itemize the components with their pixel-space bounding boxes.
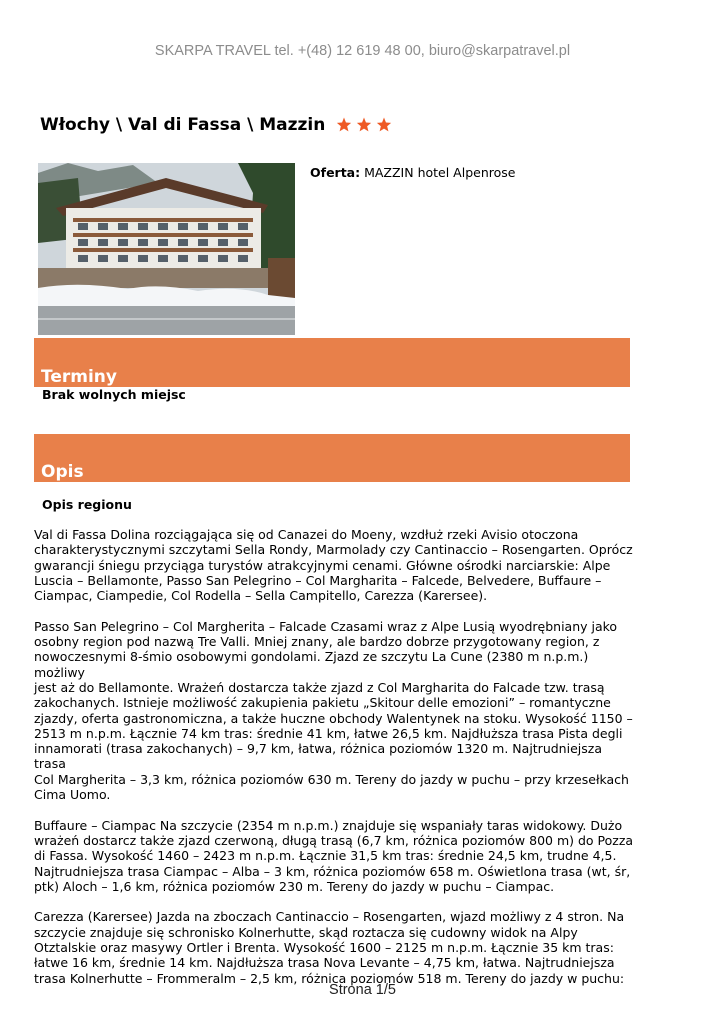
availability-note: Brak wolnych miejsc <box>42 387 186 402</box>
rating-stars <box>335 116 393 134</box>
offer-info <box>310 165 515 180</box>
star-icon <box>335 116 353 134</box>
star-icon <box>375 116 393 134</box>
description-paragraph: Carezza (Karersee) Jazda na zboczach Cantinaccio – Rosengarten, wjazd możliwy z 4 stron. Na szczycie znajduje się schronisko Kolnerhutte, skąd roztacza się cudowny widok na Alpy Otztalskie oraz masywy Ortler i Brenta. Wysokość 1600 – 2125 m n.p.m. Łącznie 35 km tras: łatwe 16 km, średnie 14 km. Najdłuższa trasa Nova Levante – 4,75 km, łatwa. Najtrudniejsza trasa Kolnerhutte – Frommeralm – 2,5 km, różnica poziomów 518 m. Tereny do jazdy w puchu: <box>34 909 625 986</box>
terminy-heading: Terminy <box>41 367 117 387</box>
region-description <box>34 527 634 1001</box>
offer-value: MAZZIN hotel Alpenrose <box>360 165 516 180</box>
description-paragraph: Val di Fassa Dolina rozciągająca się od Canazei do Moeny, wzdłuż rzeki Avisio otoczona charakterystycznymi szczytami Sella Rondy, Marmolady czy Cantinaccio – Rosengarten. Oprócz gwarancji śniegu przyciąga turystów atrakcyjnymi cenami. Główne ośrodki narciarskie: Alpe Luscia – Bellamonte, Passo San Pelegrino – Col Margharita – Falcede, Belvedere, Buffaure – Ciampac, Ciampedie, Col Rodella – Sella Campitello, Carezza (Karersee). <box>34 527 633 604</box>
opis-section-bar <box>34 434 630 482</box>
description-paragraph: Passo San Pelegrino – Col Margherita – Falcade Czasami wraz z Alpe Lusią wyodrębniany jako osobny region pod nazwą Tre Valli. Mniej znany, ale bardzo dobrze przygotowany region, z nowoczesnymi 8-śmio osobowymi gondolami. Zjazd ze szczytu La Cune (2380 m n.p.m.) możliwy jest aż do Bellamonte. Wrażeń dostarcza także zjazd z Col Margharita do Falcade tzw. trasą zakochanych. Istnieje możliwość zakupienia pakietu „Skitour delle emozioni” – romantyczne zjazdy, oferta gastronomiczna, a także huczne obchody Walentynek na stoku. Wysokość 1150 – 2513 m n.p.m. Łącznie 74 km tras: średnie 41 km, łatwe 26,5 km. Najdłuższa trasa Pista degli innamorati (trasa zakochanych) – 9,7 km, łatwa, różnica poziomów 1320 m. Najtrudniejsza trasa Col Margherita – 3,3 km, różnica poziomów 630 m. Tereny do jazdy w puchu – przy krzesełkach Cima Uomo. <box>34 618 633 803</box>
agency-contact-header: SKARPA TRAVEL tel. +(48) 12 619 48 00, biuro@skarpatravel.pl <box>154 43 571 59</box>
star-icon <box>355 116 373 134</box>
offer-label: Oferta: <box>310 165 361 180</box>
hotel-photo <box>38 163 295 335</box>
region-description-heading: Opis regionu <box>42 497 132 512</box>
description-paragraph: Buffaure – Ciampac Na szczycie (2354 m n.p.m.) znajduje się wspaniały taras widokowy. Dużo wrażeń dostarcz także zjazd czerwoną, długą trasą (6,7 km, różnica poziomów 800 m) do Pozza di Fassa. Wysokość 1460 – 2423 m n.p.m. Łącznie 31,5 km tras: średnie 24,5 km, trudne 4,5. Najtrudniejsza trasa Ciampac – Alba – 3 km, różnica poziomów 658 m. Oświetlona trasa (wt, śr, ptk) Aloch – 1,6 km, różnica poziomów 230 m. Tereny do jazdy w puchu – Ciampac. <box>34 817 634 894</box>
title-row <box>40 115 393 135</box>
page-title: Włochy \ Val di Fassa \ Mazzin <box>40 115 326 135</box>
opis-heading: Opis <box>41 462 84 482</box>
page-number: Strona 1/5 <box>329 982 396 998</box>
terminy-section-bar <box>34 338 630 387</box>
